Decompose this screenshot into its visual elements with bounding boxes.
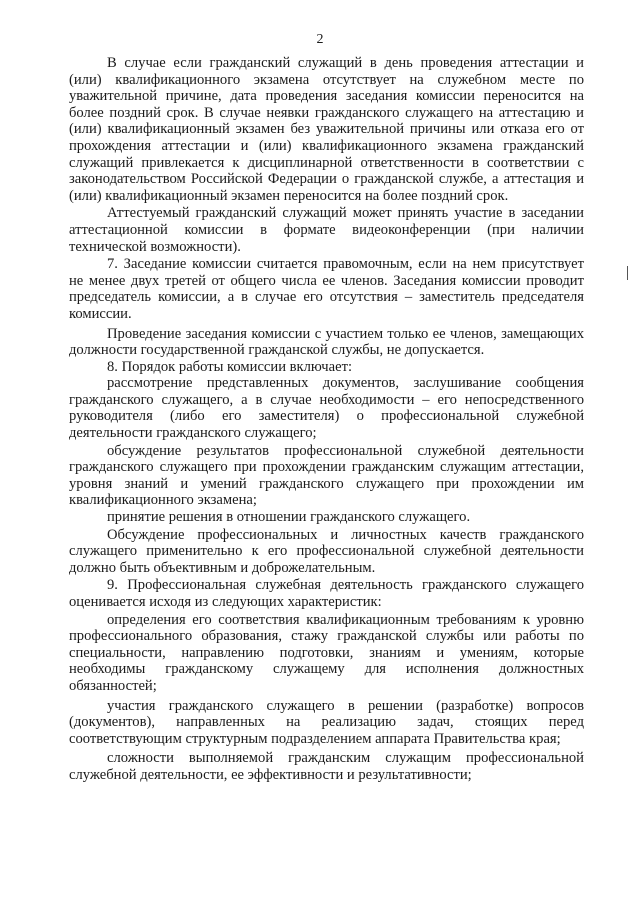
scan-edge-mark	[627, 266, 628, 280]
paragraph-qualification-requirements: определения его соответствия квалификационным требованиям к уровню профессионального образования, стажу гражданской службы или работы по специальности, направлению подготовки, знаниям и умениям, которые необходимы гражданскому служащему для исполнения должностных обязанностей;	[69, 611, 584, 694]
paragraph-procedure-heading: 8. Порядок работы комиссии включает:	[107, 358, 353, 375]
paragraph-participation: участия гражданского служащего в решении (разработке) вопросов (документов), направленных на реализацию задач, стоящих перед соответствующим структурным подразделением аппарата Правительства края;	[69, 697, 584, 747]
paragraph-complexity: сложности выполняемой гражданским служащим профессиональной служебной деятельности, ее эффективности и результативности;	[69, 750, 584, 783]
paragraph-evaluation-heading: 9. Профессиональная служебная деятельность гражданского служащего оценивается исходя из следующих характеристик:	[69, 577, 584, 610]
paragraph-members-only: Проведение заседания комиссии с участием только ее членов, замещающих должности государственной гражданской службы, не допускается.	[69, 325, 584, 359]
paragraph-review-documents: рассмотрение представленных документов, заслушивание сообщения гражданского служащего, а в случае необходимости – его непосредственного руководителя (либо его заместителя) о профессиональной служебной деятельности гражданского служащего;	[69, 375, 584, 442]
paragraph-attestation-absence: В случае если гражданский служащий в день проведения аттестации и (или) квалификационного экзамена отсутствует на служебном месте по уважительной причине, дата проведения заседания комиссии переносится на более поздний срок. В случае неявки гражданского служащего на аттестацию и (или) квалификационный экзамен без уважительной причины или отказа его от прохождения аттестации и (или) квалификационного экзамена гражданский служащий привлекается к дисциплинарной ответственности в соответствии с законодательством Российской Федерации о гражданской службе, а аттестация и (или) квалификационный экзамен переносится на более поздний срок.	[69, 55, 584, 204]
paragraph-qualities: Обсуждение профессиональных и личностных качеств гражданского служащего применительно к его профессиональной служебной деятельности должно быть объективным и доброжелательным.	[69, 526, 584, 576]
paragraph-videoconference: Аттестуемый гражданский служащий может принять участие в заседании аттестационной комиссии в формате видеоконференции (при наличии технической возможности).	[69, 205, 584, 255]
paragraph-decision: принятие решения в отношении гражданского служащего.	[107, 509, 471, 526]
paragraph-quorum: 7. Заседание комиссии считается правомочным, если на нем присутствует не менее двух третей от общего числа ее членов. Заседания комиссии проводит председатель комиссии, а в случае его отсутствия – заместитель председателя комиссии.	[69, 256, 584, 322]
document-body	[69, 55, 584, 784]
page-number: 2	[316, 32, 324, 47]
paragraph-discussion-results: обсуждение результатов профессиональной служебной деятельности гражданского служащего при прохождении гражданским служащим аттестации, уровня знаний и умений гражданского служащего при прохождении им квалификационного экзамена;	[69, 442, 584, 509]
